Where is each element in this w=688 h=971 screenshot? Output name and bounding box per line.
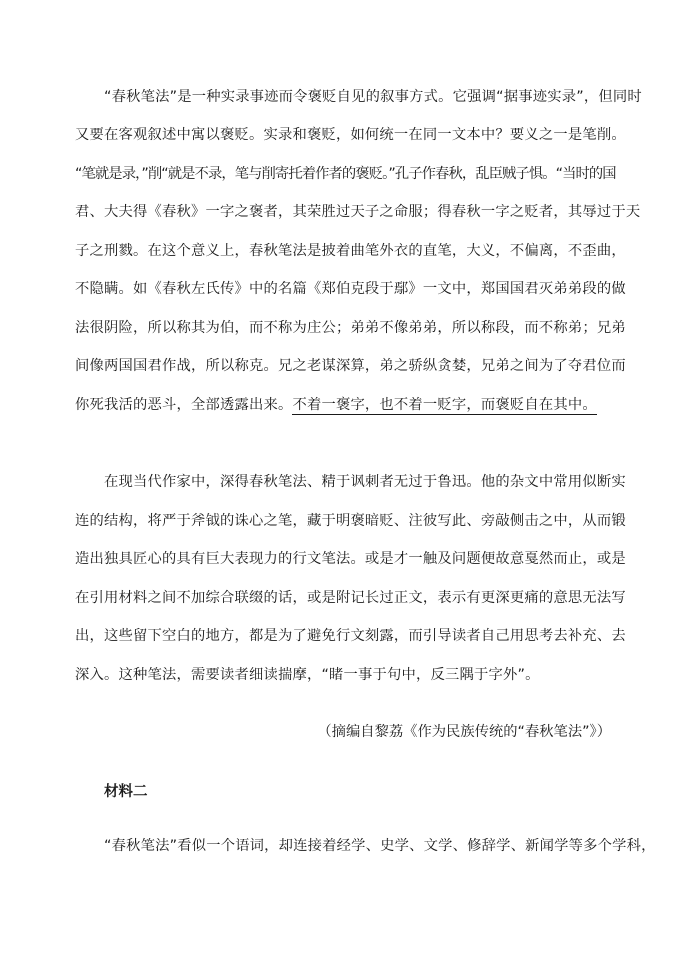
section-heading: 材料二 bbox=[104, 784, 148, 800]
paragraph-1-line-5: 子之刑戮。在这个意义上，春秋笔法是披着曲笔外衣的直笔，大义，不偏离，不歪曲， bbox=[75, 243, 626, 259]
paragraph-2-line-2: 连的结构，将严于斧钺的诛心之笔，藏于明褒暗贬、注彼写此、旁敲侧击之中，从而锻 bbox=[75, 513, 626, 529]
paragraph-1-line-4: 君、大夫得《春秋》一字之褒者，其荣胜过天子之命服；得春秋一字之贬者，其辱过于天 bbox=[75, 204, 641, 220]
paragraph-2-line-1: 在现当代作家中，深得春秋笔法、精于讽刺者无过于鲁迅。他的杂文中常用似断实 bbox=[104, 474, 626, 490]
paragraph-2-line-6: 深入。这种笔法，需要读者细读揣摩，“睹一事于句中，反三隅于字外”。 bbox=[75, 667, 540, 683]
paragraph-1-line-9 bbox=[0, 395, 688, 415]
paragraph-1-line-9-text: 你死我活的恶斗，全部透露出来。 bbox=[75, 397, 293, 413]
paragraph-1-line-1: “春秋笔法”是一种实录事迹而令褒贬自见的叙事方式。它强调“据事迹实录”，但同时 bbox=[104, 89, 642, 105]
source-citation: （摘编自黎荔《作为民族传统的“春秋笔法”》） bbox=[317, 724, 611, 740]
paragraph-2-line-4: 在引用材料之间不加综合联缀的话，或是附记长过正文，表示有更深更痛的意思无法写 bbox=[75, 590, 626, 606]
paragraph-1-line-3: “笔就是录，”削“就是不录，笔与削寄托着作者的褒贬。”孔子作春秋，乱臣贼子惧。“当时的国 bbox=[75, 166, 616, 182]
paragraph-1-line-8: 间像两国国君作战，所以称克。兄之老谋深算，弟之骄纵贪婪，兄弟之间为了夺君位而 bbox=[75, 358, 626, 374]
paragraph-1-line-7: 法很阴险，所以称其为伯，而不称为庄公；弟弟不像弟弟，所以称段，而不称弟；兄弟 bbox=[75, 320, 626, 336]
paragraph-1-line-6: 不隐瞒。如《春秋左氏传》中的名篇《郑伯克段于鄢》一文中，郑国国君灭弟弟段的做 bbox=[75, 281, 626, 297]
paragraph-2-line-5: 出，这些留下空白的地方，都是为了避免行文刻露，而引导读者自己用思考去补充、去 bbox=[75, 628, 626, 644]
paragraph-2-line-3: 造出独具匠心的具有巨大表现力的行文笔法。或是才一触及问题便故意戛然而止，或是 bbox=[75, 551, 626, 567]
paragraph-1-line-2: 又要在客观叙述中寓以褒贬。实录和褒贬，如何统一在同一文本中？要义之一是笔削。 bbox=[75, 127, 626, 143]
underlined-sentence: 不着一褒字，也不着一贬字，而褒贬自在其中。 bbox=[292, 397, 597, 413]
paragraph-3-line-1: “春秋笔法”看似一个语词，却连接着经学、史学、文学、修辞学、新闻学等多个学科， bbox=[104, 838, 656, 854]
